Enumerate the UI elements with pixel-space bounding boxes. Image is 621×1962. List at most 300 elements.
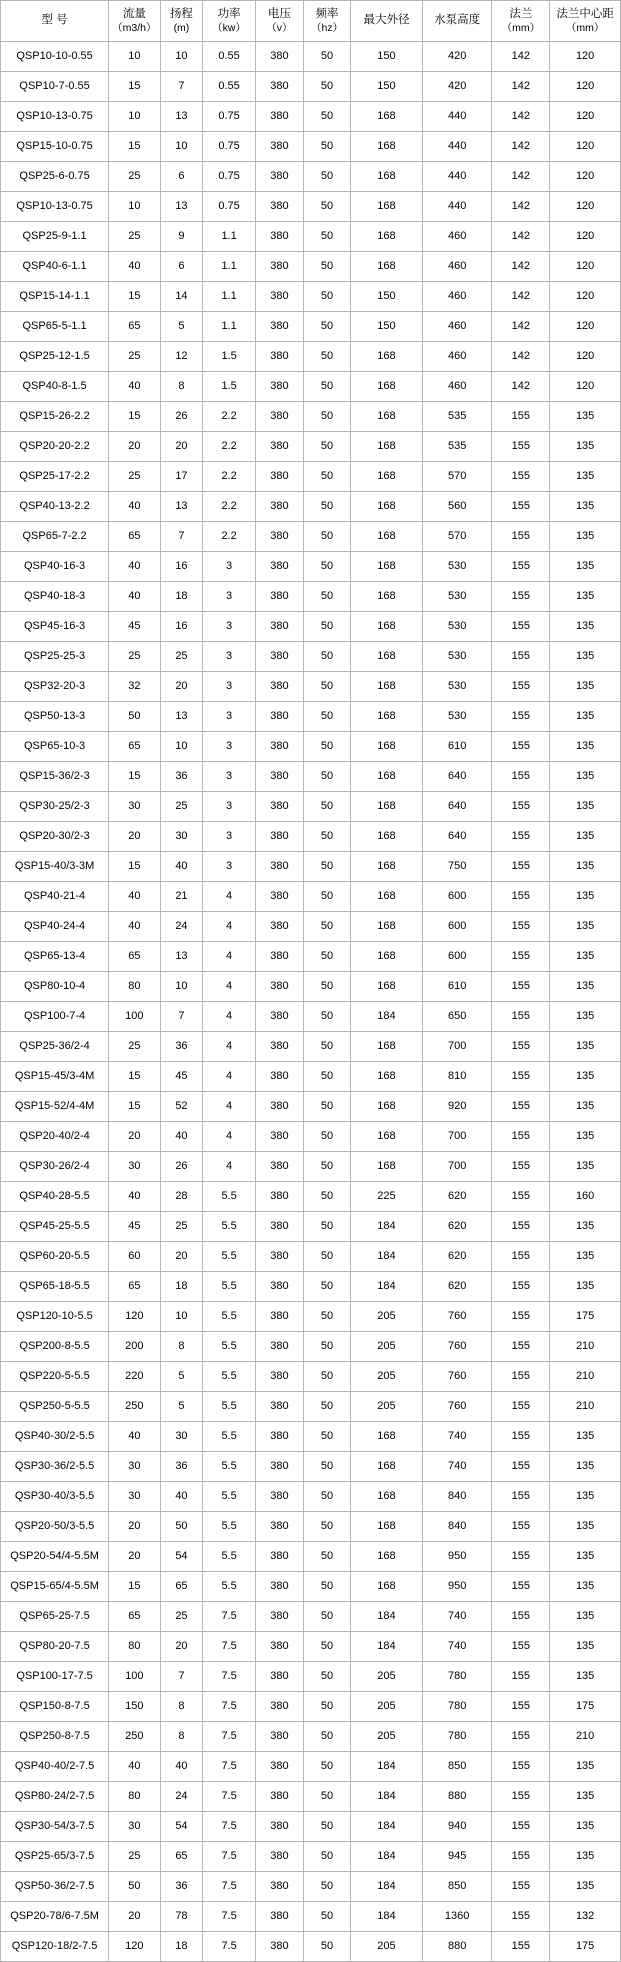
cell-model: QSP32-20-3 <box>1 672 109 702</box>
cell-value: 20 <box>109 1902 160 1932</box>
cell-value: 380 <box>255 1782 303 1812</box>
cell-value: 135 <box>550 1542 621 1572</box>
cell-value: 135 <box>550 582 621 612</box>
cell-value: 120 <box>550 192 621 222</box>
cell-value: 20 <box>109 432 160 462</box>
cell-value: 205 <box>351 1392 423 1422</box>
cell-value: 36 <box>160 1452 203 1482</box>
cell-value: 380 <box>255 822 303 852</box>
cell-value: 1.1 <box>203 312 255 342</box>
cell-value: 9 <box>160 222 203 252</box>
cell-value: 380 <box>255 1572 303 1602</box>
cell-model: QSP20-40/2-4 <box>1 1122 109 1152</box>
cell-value: 155 <box>492 1512 550 1542</box>
cell-value: 25 <box>160 1602 203 1632</box>
cell-value: 2.2 <box>203 432 255 462</box>
cell-value: 50 <box>304 1332 351 1362</box>
cell-value: 50 <box>304 1212 351 1242</box>
header-row <box>1 1 621 42</box>
table-row <box>1 1512 621 1542</box>
cell-value: 40 <box>109 1752 160 1782</box>
cell-value: 700 <box>422 1152 492 1182</box>
cell-model: QSP120-18/2-7.5 <box>1 1932 109 1962</box>
cell-value: 10 <box>160 972 203 1002</box>
cell-value: 380 <box>255 1752 303 1782</box>
cell-value: 210 <box>550 1722 621 1752</box>
cell-value: 135 <box>550 1032 621 1062</box>
cell-value: 50 <box>304 1092 351 1122</box>
cell-value: 168 <box>351 372 423 402</box>
cell-value: 380 <box>255 552 303 582</box>
cell-value: 155 <box>492 1752 550 1782</box>
cell-value: 5.5 <box>203 1452 255 1482</box>
cell-value: 50 <box>304 1272 351 1302</box>
cell-value: 155 <box>492 582 550 612</box>
cell-value: 155 <box>492 882 550 912</box>
cell-value: 168 <box>351 462 423 492</box>
table-row <box>1 672 621 702</box>
cell-value: 168 <box>351 132 423 162</box>
cell-value: 10 <box>160 1302 203 1332</box>
cell-value: 620 <box>422 1182 492 1212</box>
cell-model: QSP15-14-1.1 <box>1 282 109 312</box>
cell-value: 135 <box>550 852 621 882</box>
cell-value: 7 <box>160 1002 203 1032</box>
table-row <box>1 1782 621 1812</box>
cell-value: 5.5 <box>203 1242 255 1272</box>
cell-value: 460 <box>422 372 492 402</box>
cell-value: 18 <box>160 1932 203 1962</box>
table-row <box>1 1122 621 1152</box>
cell-model: QSP25-17-2.2 <box>1 462 109 492</box>
cell-value: 25 <box>160 1212 203 1242</box>
cell-value: 155 <box>492 1212 550 1242</box>
cell-value: 142 <box>492 372 550 402</box>
table-row <box>1 132 621 162</box>
cell-value: 50 <box>304 222 351 252</box>
cell-value: 205 <box>351 1722 423 1752</box>
cell-value: 50 <box>304 1452 351 1482</box>
cell-value: 5 <box>160 1392 203 1422</box>
cell-model: QSP30-26/2-4 <box>1 1152 109 1182</box>
column-header-sub: （kw） <box>212 21 247 34</box>
cell-value: 40 <box>160 1122 203 1152</box>
cell-value: 2.2 <box>203 492 255 522</box>
cell-value: 600 <box>422 882 492 912</box>
cell-value: 3 <box>203 702 255 732</box>
table-row <box>1 1062 621 1092</box>
cell-value: 120 <box>550 102 621 132</box>
cell-value: 168 <box>351 1152 423 1182</box>
cell-value: 20 <box>160 432 203 462</box>
cell-model: QSP65-5-1.1 <box>1 312 109 342</box>
cell-model: QSP80-10-4 <box>1 972 109 1002</box>
column-header-main: 法兰中心距 <box>556 8 614 21</box>
cell-value: 168 <box>351 612 423 642</box>
table-row <box>1 1392 621 1422</box>
cell-value: 45 <box>160 1062 203 1092</box>
cell-value: 380 <box>255 102 303 132</box>
table-row <box>1 282 621 312</box>
table-row <box>1 882 621 912</box>
cell-value: 5 <box>160 1362 203 1392</box>
cell-value: 380 <box>255 852 303 882</box>
cell-value: 155 <box>492 852 550 882</box>
cell-value: 2.2 <box>203 462 255 492</box>
table-row <box>1 1272 621 1302</box>
cell-value: 380 <box>255 1062 303 1092</box>
cell-value: 380 <box>255 222 303 252</box>
cell-value: 135 <box>550 762 621 792</box>
cell-value: 155 <box>492 432 550 462</box>
cell-value: 50 <box>304 192 351 222</box>
cell-value: 168 <box>351 492 423 522</box>
cell-value: 155 <box>492 462 550 492</box>
cell-value: 135 <box>550 792 621 822</box>
cell-value: 380 <box>255 612 303 642</box>
cell-value: 5.5 <box>203 1572 255 1602</box>
cell-value: 50 <box>304 312 351 342</box>
cell-value: 155 <box>492 1542 550 1572</box>
cell-value: 205 <box>351 1302 423 1332</box>
cell-value: 380 <box>255 972 303 1002</box>
cell-value: 380 <box>255 912 303 942</box>
cell-value: 20 <box>109 822 160 852</box>
column-header-5 <box>304 1 351 42</box>
cell-value: 420 <box>422 72 492 102</box>
cell-value: 380 <box>255 942 303 972</box>
cell-model: QSP25-9-1.1 <box>1 222 109 252</box>
cell-value: 460 <box>422 342 492 372</box>
cell-model: QSP40-30/2-5.5 <box>1 1422 109 1452</box>
cell-value: 0.75 <box>203 162 255 192</box>
table-row <box>1 1572 621 1602</box>
cell-value: 50 <box>304 432 351 462</box>
cell-value: 135 <box>550 972 621 1002</box>
cell-value: 920 <box>422 1092 492 1122</box>
table-row <box>1 1872 621 1902</box>
cell-value: 50 <box>304 522 351 552</box>
cell-model: QSP40-21-4 <box>1 882 109 912</box>
cell-value: 460 <box>422 222 492 252</box>
cell-model: QSP15-40/3-3M <box>1 852 109 882</box>
cell-value: 2.2 <box>203 522 255 552</box>
cell-value: 135 <box>550 612 621 642</box>
cell-value: 50 <box>304 1182 351 1212</box>
cell-value: 50 <box>304 1242 351 1272</box>
cell-value: 168 <box>351 702 423 732</box>
cell-value: 440 <box>422 192 492 222</box>
cell-value: 184 <box>351 1602 423 1632</box>
cell-value: 25 <box>109 342 160 372</box>
cell-value: 142 <box>492 252 550 282</box>
cell-value: 30 <box>109 792 160 822</box>
cell-value: 155 <box>492 1902 550 1932</box>
table-row <box>1 942 621 972</box>
cell-value: 380 <box>255 1272 303 1302</box>
cell-value: 168 <box>351 792 423 822</box>
cell-value: 8 <box>160 1692 203 1722</box>
cell-value: 155 <box>492 1452 550 1482</box>
cell-value: 135 <box>550 672 621 702</box>
cell-value: 50 <box>304 792 351 822</box>
cell-value: 570 <box>422 462 492 492</box>
cell-value: 50 <box>304 1722 351 1752</box>
cell-value: 25 <box>109 1842 160 1872</box>
cell-value: 530 <box>422 612 492 642</box>
cell-model: QSP100-7-4 <box>1 1002 109 1032</box>
cell-value: 40 <box>109 582 160 612</box>
cell-value: 380 <box>255 1182 303 1212</box>
cell-value: 880 <box>422 1932 492 1962</box>
cell-value: 135 <box>550 732 621 762</box>
cell-model: QSP25-25-3 <box>1 642 109 672</box>
cell-value: 65 <box>160 1842 203 1872</box>
cell-value: 380 <box>255 1722 303 1752</box>
cell-value: 4 <box>203 1002 255 1032</box>
cell-value: 120 <box>550 132 621 162</box>
cell-value: 168 <box>351 192 423 222</box>
cell-value: 135 <box>550 492 621 522</box>
cell-value: 40 <box>109 252 160 282</box>
cell-value: 155 <box>492 1812 550 1842</box>
cell-value: 168 <box>351 522 423 552</box>
cell-value: 184 <box>351 1902 423 1932</box>
cell-value: 380 <box>255 1452 303 1482</box>
table-row <box>1 312 621 342</box>
cell-value: 142 <box>492 192 550 222</box>
cell-value: 220 <box>109 1362 160 1392</box>
cell-value: 168 <box>351 1452 423 1482</box>
cell-value: 440 <box>422 162 492 192</box>
cell-value: 740 <box>422 1602 492 1632</box>
cell-value: 65 <box>160 1572 203 1602</box>
cell-value: 175 <box>550 1932 621 1962</box>
cell-value: 30 <box>160 1422 203 1452</box>
column-header-main: 流量 <box>122 8 146 21</box>
cell-value: 65 <box>109 732 160 762</box>
cell-value: 50 <box>304 1572 351 1602</box>
column-header-7 <box>422 1 492 42</box>
cell-value: 40 <box>160 852 203 882</box>
cell-value: 945 <box>422 1842 492 1872</box>
cell-model: QSP60-20-5.5 <box>1 1242 109 1272</box>
cell-model: QSP65-10-3 <box>1 732 109 762</box>
cell-value: 380 <box>255 1302 303 1332</box>
table-row <box>1 642 621 672</box>
cell-value: 850 <box>422 1872 492 1902</box>
cell-value: 380 <box>255 42 303 72</box>
cell-value: 155 <box>492 1692 550 1722</box>
cell-value: 210 <box>550 1332 621 1362</box>
cell-value: 40 <box>109 1182 160 1212</box>
cell-value: 380 <box>255 1002 303 1032</box>
cell-value: 50 <box>304 1422 351 1452</box>
cell-value: 135 <box>550 1002 621 1032</box>
cell-value: 50 <box>160 1512 203 1542</box>
cell-value: 15 <box>109 72 160 102</box>
cell-value: 50 <box>304 1542 351 1572</box>
cell-value: 135 <box>550 1572 621 1602</box>
cell-value: 380 <box>255 1842 303 1872</box>
cell-value: 16 <box>160 612 203 642</box>
cell-value: 150 <box>351 282 423 312</box>
cell-value: 150 <box>351 42 423 72</box>
cell-value: 150 <box>351 312 423 342</box>
cell-value: 184 <box>351 1212 423 1242</box>
cell-value: 135 <box>550 642 621 672</box>
table-row <box>1 1662 621 1692</box>
cell-value: 65 <box>109 312 160 342</box>
cell-value: 135 <box>550 552 621 582</box>
cell-value: 5.5 <box>203 1512 255 1542</box>
cell-value: 155 <box>492 1782 550 1812</box>
cell-value: 380 <box>255 402 303 432</box>
cell-value: 142 <box>492 222 550 252</box>
cell-model: QSP20-30/2-3 <box>1 822 109 852</box>
cell-value: 135 <box>550 1062 621 1092</box>
cell-value: 168 <box>351 1482 423 1512</box>
cell-value: 225 <box>351 1182 423 1212</box>
column-header-main: 功率 <box>217 8 241 21</box>
cell-value: 380 <box>255 312 303 342</box>
cell-value: 13 <box>160 702 203 732</box>
cell-value: 120 <box>550 372 621 402</box>
cell-value: 25 <box>160 642 203 672</box>
cell-value: 4 <box>203 1062 255 1092</box>
cell-value: 10 <box>109 192 160 222</box>
cell-value: 740 <box>422 1422 492 1452</box>
cell-value: 50 <box>304 1602 351 1632</box>
cell-value: 3 <box>203 582 255 612</box>
cell-value: 78 <box>160 1902 203 1932</box>
cell-value: 25 <box>109 1032 160 1062</box>
cell-value: 380 <box>255 672 303 702</box>
cell-model: QSP40-13-2.2 <box>1 492 109 522</box>
table-row <box>1 1842 621 1872</box>
cell-value: 7.5 <box>203 1872 255 1902</box>
column-header-9 <box>550 1 621 42</box>
cell-model: QSP10-13-0.75 <box>1 192 109 222</box>
cell-value: 380 <box>255 1542 303 1572</box>
cell-value: 0.75 <box>203 132 255 162</box>
cell-value: 168 <box>351 1572 423 1602</box>
cell-value: 40 <box>160 1752 203 1782</box>
cell-value: 50 <box>304 372 351 402</box>
cell-value: 5.5 <box>203 1482 255 1512</box>
cell-model: QSP10-10-0.55 <box>1 42 109 72</box>
cell-value: 210 <box>550 1392 621 1422</box>
cell-value: 52 <box>160 1092 203 1122</box>
cell-value: 155 <box>492 1002 550 1032</box>
cell-value: 50 <box>304 1122 351 1152</box>
cell-value: 135 <box>550 1842 621 1872</box>
cell-value: 530 <box>422 582 492 612</box>
cell-value: 25 <box>109 222 160 252</box>
cell-value: 4 <box>203 1032 255 1062</box>
cell-value: 700 <box>422 1032 492 1062</box>
cell-value: 168 <box>351 852 423 882</box>
cell-value: 570 <box>422 522 492 552</box>
cell-value: 610 <box>422 732 492 762</box>
cell-value: 155 <box>492 732 550 762</box>
cell-model: QSP250-8-7.5 <box>1 1722 109 1752</box>
cell-value: 50 <box>304 1692 351 1722</box>
table-row <box>1 1422 621 1452</box>
cell-value: 380 <box>255 1482 303 1512</box>
cell-value: 45 <box>109 1212 160 1242</box>
cell-value: 380 <box>255 642 303 672</box>
cell-value: 80 <box>109 1782 160 1812</box>
cell-value: 50 <box>304 1632 351 1662</box>
cell-value: 168 <box>351 162 423 192</box>
cell-value: 380 <box>255 1602 303 1632</box>
cell-model: QSP15-52/4-4M <box>1 1092 109 1122</box>
table-row <box>1 1452 621 1482</box>
cell-value: 1.1 <box>203 222 255 252</box>
cell-value: 380 <box>255 1662 303 1692</box>
cell-value: 380 <box>255 1212 303 1242</box>
cell-value: 30 <box>160 822 203 852</box>
cell-value: 0.75 <box>203 102 255 132</box>
column-header-6 <box>351 1 423 42</box>
cell-value: 1.5 <box>203 342 255 372</box>
cell-value: 3 <box>203 792 255 822</box>
cell-value: 155 <box>492 552 550 582</box>
cell-value: 15 <box>109 132 160 162</box>
cell-value: 50 <box>304 132 351 162</box>
cell-value: 20 <box>109 1512 160 1542</box>
cell-value: 620 <box>422 1212 492 1242</box>
cell-value: 380 <box>255 162 303 192</box>
column-header-sub: （m3/h） <box>112 21 157 34</box>
cell-value: 135 <box>550 1152 621 1182</box>
table-row <box>1 432 621 462</box>
cell-value: 5.5 <box>203 1272 255 1302</box>
cell-value: 50 <box>109 1872 160 1902</box>
cell-value: 155 <box>492 912 550 942</box>
cell-value: 80 <box>109 972 160 1002</box>
cell-model: QSP25-6-0.75 <box>1 162 109 192</box>
cell-value: 4 <box>203 972 255 1002</box>
cell-model: QSP30-54/3-7.5 <box>1 1812 109 1842</box>
cell-value: 7.5 <box>203 1812 255 1842</box>
cell-value: 132 <box>550 1902 621 1932</box>
cell-value: 1.1 <box>203 252 255 282</box>
cell-value: 135 <box>550 1422 621 1452</box>
cell-value: 50 <box>304 612 351 642</box>
cell-value: 50 <box>304 1782 351 1812</box>
cell-value: 460 <box>422 312 492 342</box>
cell-model: QSP40-24-4 <box>1 912 109 942</box>
cell-value: 54 <box>160 1542 203 1572</box>
table-row <box>1 1302 621 1332</box>
cell-value: 640 <box>422 762 492 792</box>
cell-value: 200 <box>109 1332 160 1362</box>
cell-model: QSP20-20-2.2 <box>1 432 109 462</box>
cell-value: 135 <box>550 432 621 462</box>
cell-value: 50 <box>304 342 351 372</box>
table-row <box>1 1902 621 1932</box>
cell-value: 168 <box>351 552 423 582</box>
cell-value: 4 <box>203 912 255 942</box>
cell-value: 155 <box>492 1302 550 1332</box>
cell-value: 7.5 <box>203 1782 255 1812</box>
cell-value: 4 <box>203 1092 255 1122</box>
table-row <box>1 972 621 1002</box>
cell-value: 380 <box>255 762 303 792</box>
cell-model: QSP15-10-0.75 <box>1 132 109 162</box>
